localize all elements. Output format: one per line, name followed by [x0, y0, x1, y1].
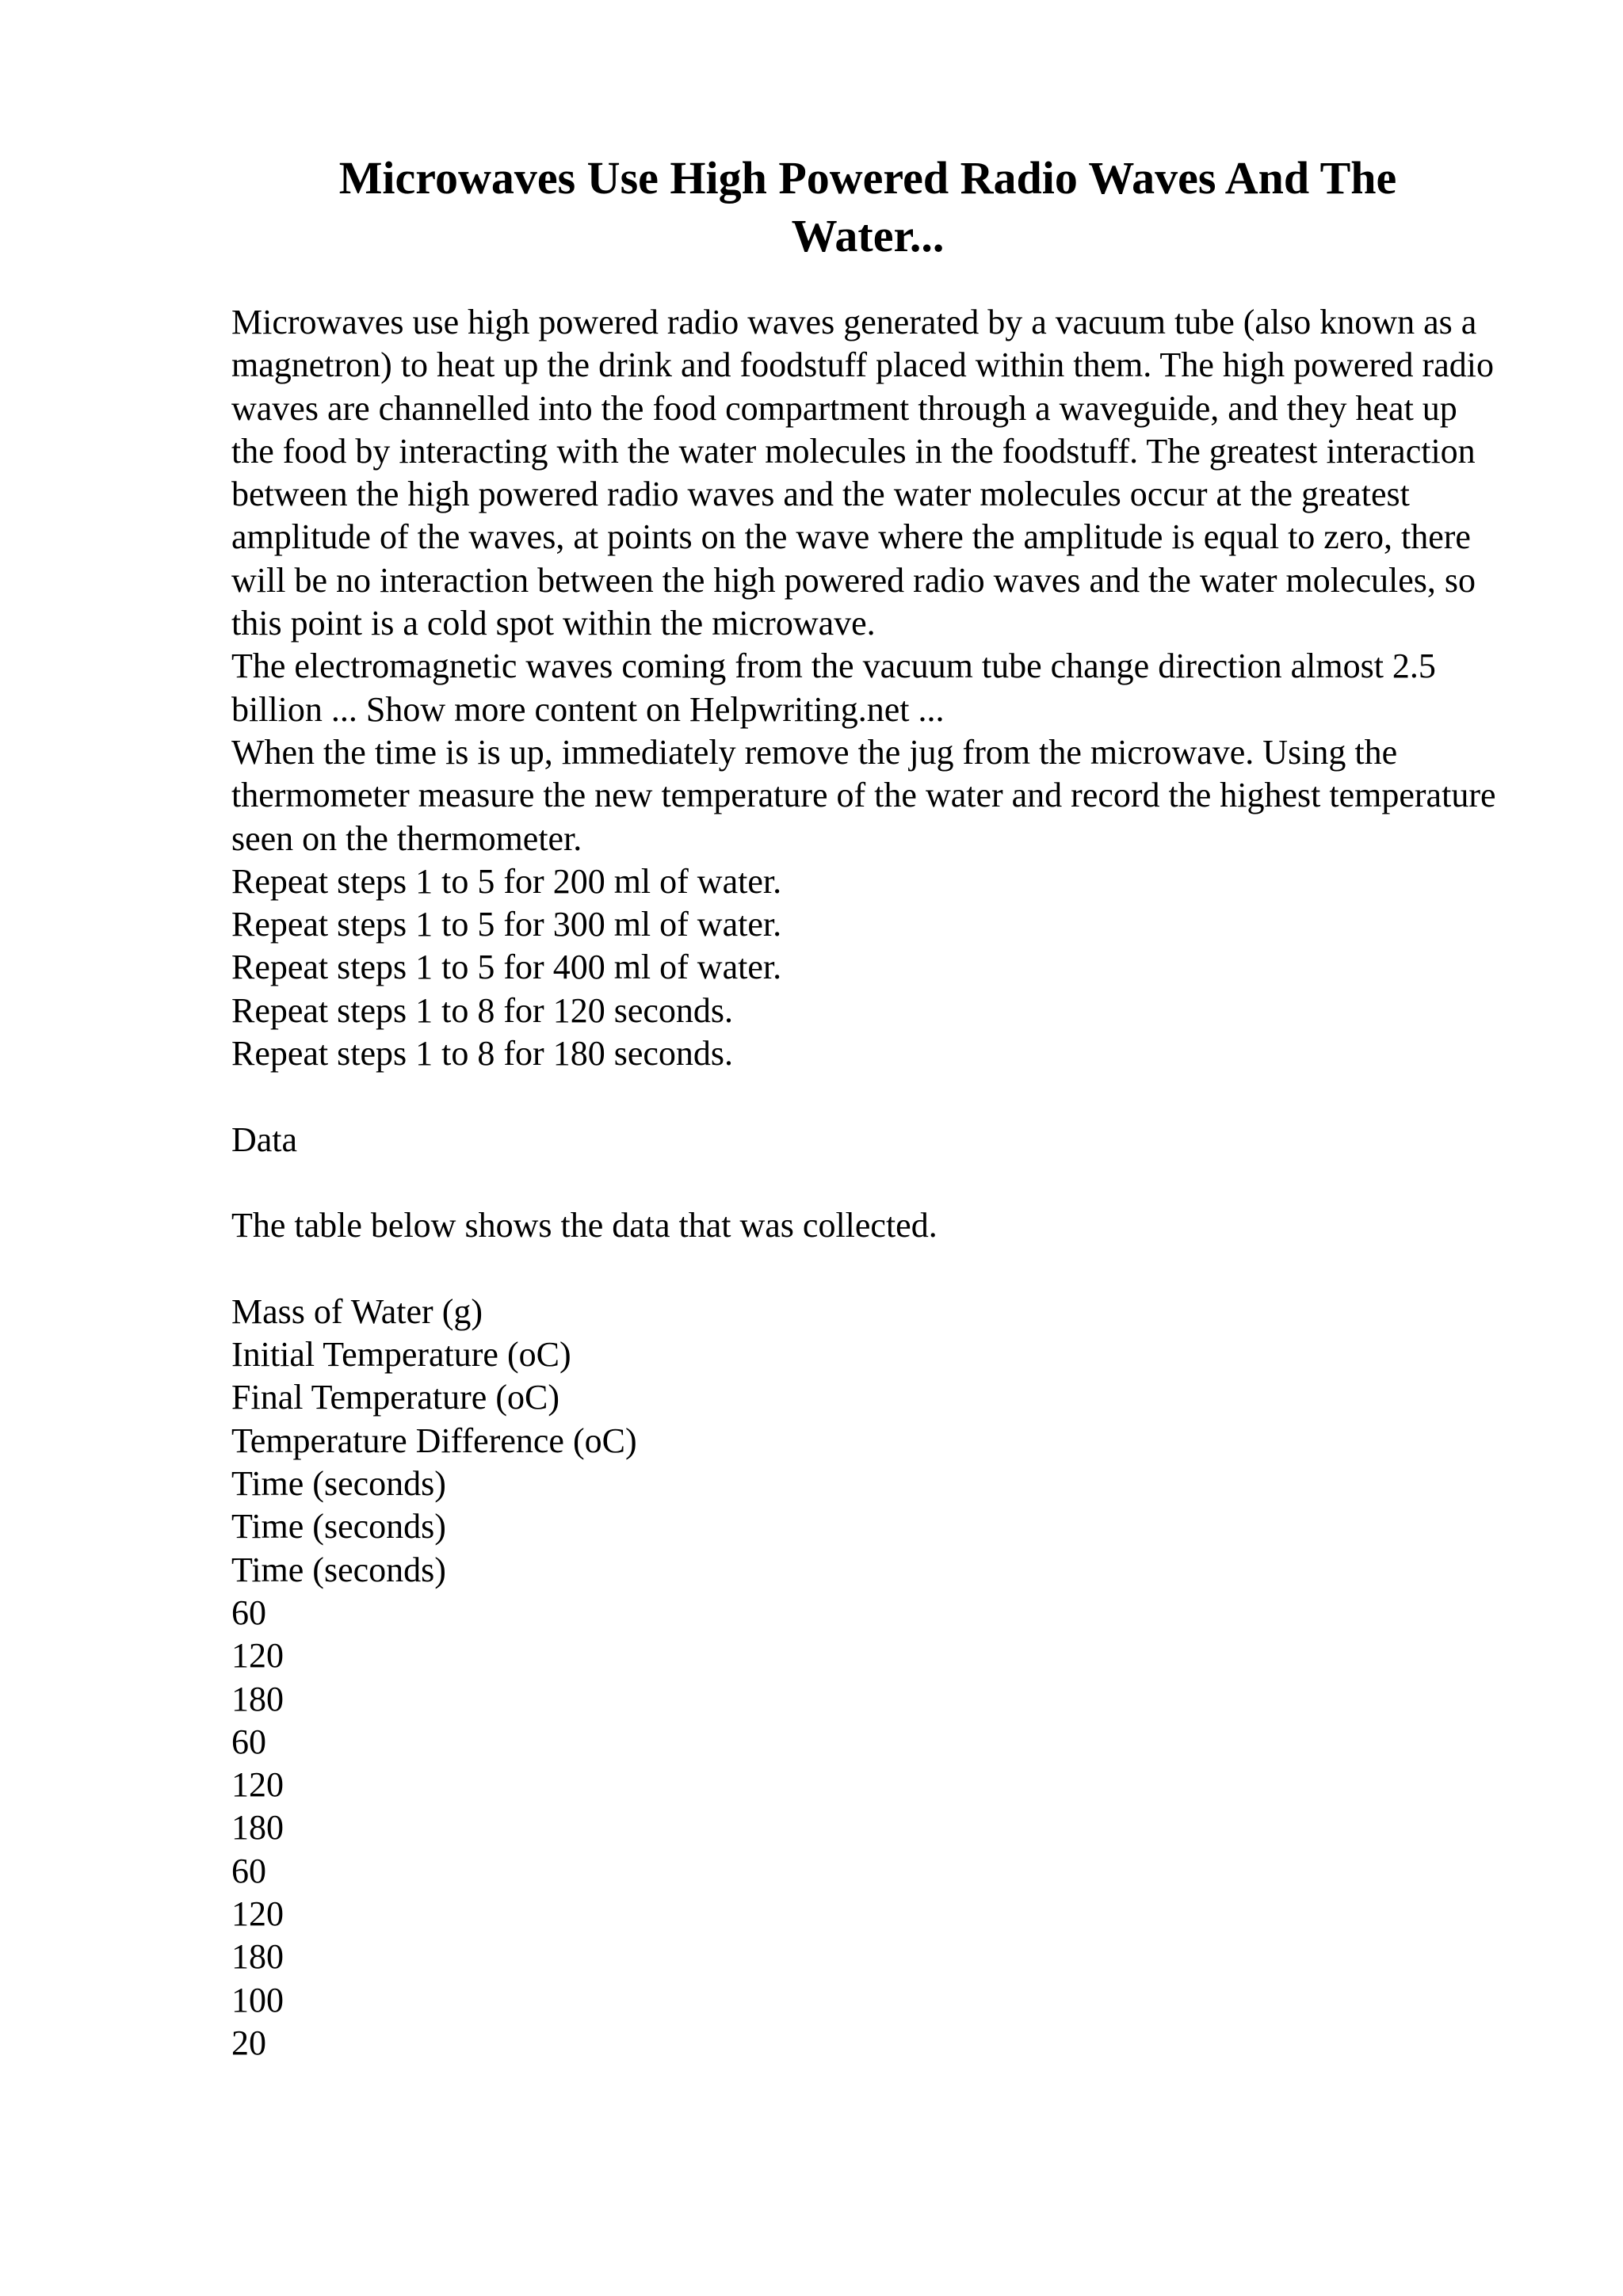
- table-line: 60: [231, 1851, 266, 1890]
- data-heading: Data: [231, 1119, 298, 1159]
- table-line: 180: [231, 1808, 284, 1848]
- table-line: 20: [231, 2023, 266, 2062]
- repeat-step-line: Repeat steps 1 to 5 for 300 ml of water.: [231, 905, 782, 944]
- table-line: 120: [231, 1636, 284, 1676]
- intro-paragraph: Microwaves use high powered radio waves generated by a vacuum tube (also known as a magnetron) to heat up the drink and foodstuff placed within them. The high powered radio waves are channelled into the food compartment through a waveguide, and they heat up the food by interacting with the water molecules in the foodstuff. The greatest interaction between the high powered radio waves and the water molecules occur at the greatest amplitude of the waves, at points on the wave where the amplitude is equal to zero, there will be no interaction between the high powered radio waves and the water molecules, so this point is a cold spot within the microwave.: [231, 303, 1494, 643]
- table-line: Time (seconds): [231, 1550, 446, 1589]
- table-line: Final Temperature (oC): [231, 1378, 559, 1417]
- repeat-step-line: Repeat steps 1 to 5 for 400 ml of water.: [231, 948, 782, 987]
- table-line: 120: [231, 1894, 284, 1933]
- document-title: Microwaves Use High Powered Radio Waves And The Water...: [338, 152, 1397, 261]
- table-line: Initial Temperature (oC): [231, 1335, 571, 1375]
- table-line: 180: [231, 1937, 284, 1977]
- blank-line: [231, 1161, 1507, 1204]
- blank-line: [231, 1075, 1507, 1118]
- time-up-paragraph: When the time is is up, immediately remove the jug from the microwave. Using the thermometer measure the new temperature of the water and record the highest temperature seen on the thermometer.: [231, 732, 1496, 858]
- blank-line: [231, 1248, 1507, 1291]
- repeat-step-line: Repeat steps 1 to 5 for 200 ml of water.: [231, 861, 782, 901]
- table-line: Mass of Water (g): [231, 1291, 483, 1331]
- table-line: 120: [231, 1765, 284, 1805]
- document-body: [231, 301, 1507, 2065]
- table-line: Temperature Difference (oC): [231, 1421, 637, 1460]
- table-line: 60: [231, 1592, 266, 1632]
- table-line: Time (seconds): [231, 1464, 446, 1504]
- table-line: 60: [231, 1722, 266, 1761]
- table-line: Time (seconds): [231, 1507, 446, 1547]
- table-intro: The table below shows the data that was collected.: [231, 1206, 938, 1245]
- repeat-step-line: Repeat steps 1 to 8 for 120 seconds.: [231, 990, 733, 1030]
- electromagnetic-paragraph: The electromagnetic waves coming from the vacuum tube change direction almost 2.5 billion ... Show more content on Helpwriting.net ...: [231, 646, 1436, 729]
- repeat-step-line: Repeat steps 1 to 8 for 180 seconds.: [231, 1034, 733, 1074]
- table-line: 100: [231, 1980, 284, 2019]
- table-line: 180: [231, 1679, 284, 1718]
